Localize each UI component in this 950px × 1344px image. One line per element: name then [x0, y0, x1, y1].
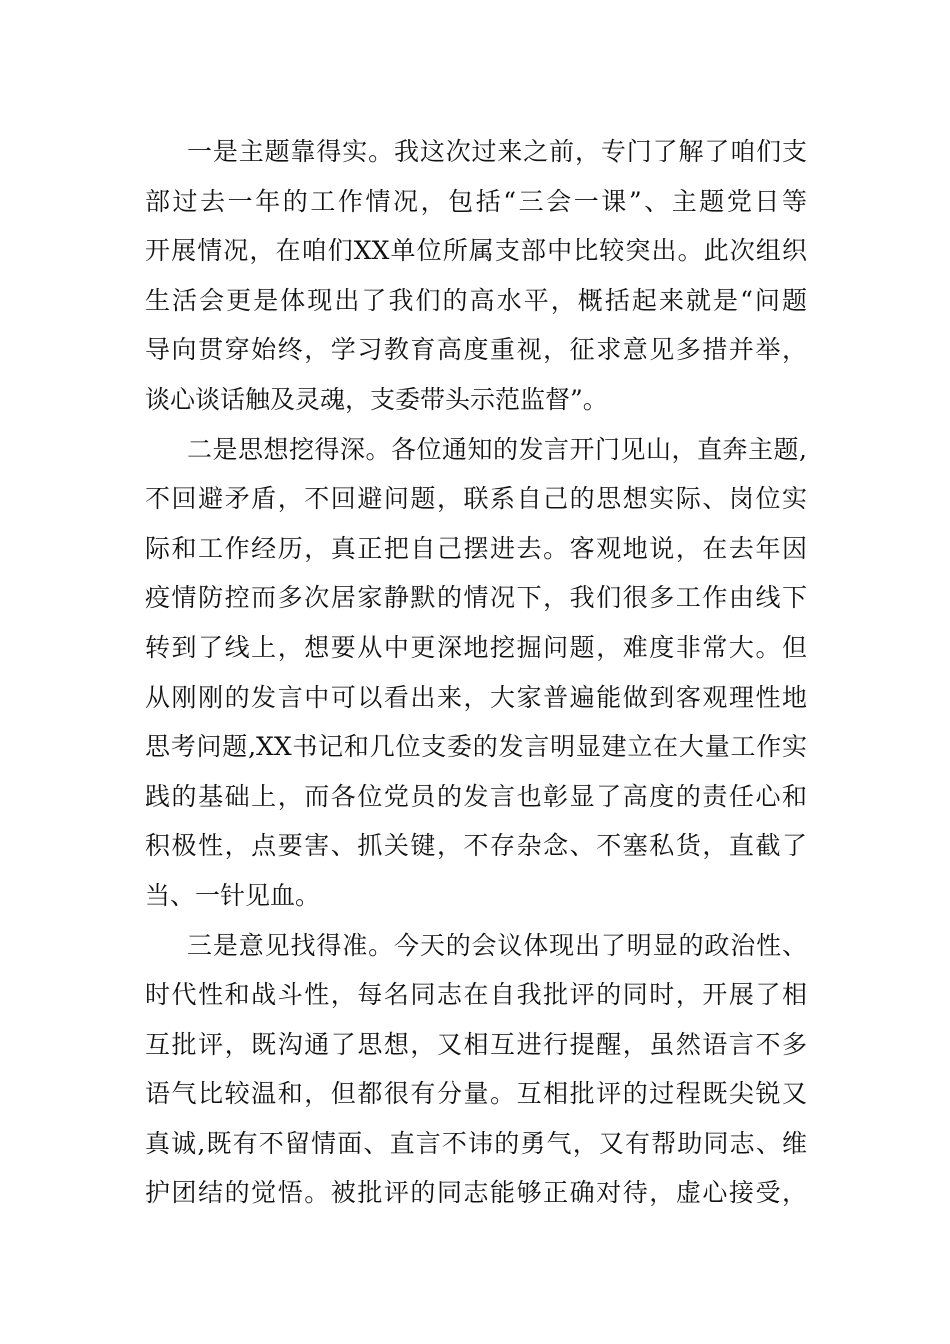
text-line: 互批评，既沟通了思想，又相互进行提醒，虽然语言不多	[145, 1029, 807, 1059]
text-line: 部过去一年的工作情况，包括“三会一课”、主题党日等	[145, 186, 807, 216]
paragraph-1	[145, 127, 807, 425]
text-line: 语气比较温和，但都很有分量。互相批评的过程既尖锐又	[145, 1079, 807, 1109]
paragraph-2	[145, 425, 807, 921]
text-line: 际和工作经历，真正把自己摆进去。客观地说，在去年因	[145, 533, 807, 563]
text-line: 转到了线上，想要从中更深地挖掘问题，难度非常大。但	[145, 632, 807, 662]
paragraph-3	[145, 921, 807, 1219]
text-line: 三是意见找得准。今天的会议体现出了明显的政治性、	[187, 930, 807, 960]
text-line: 时代性和战斗性，每名同志在自我批评的同时，开展了相	[145, 980, 807, 1010]
text-line: 生活会更是体现出了我们的高水平，概括起来就是“问题	[145, 285, 807, 315]
text-line: 思考问题,XX书记和几位支委的发言明显建立在大量工作实	[145, 732, 807, 762]
document-body	[145, 127, 807, 1218]
text-line: 二是思想挖得深。各位通知的发言开门见山，直奔主题,	[187, 434, 807, 464]
text-line: 践的基础上，而各位党员的发言也彰显了高度的责任心和	[145, 781, 807, 811]
text-line: 一是主题靠得实。我这次过来之前，专门了解了咱们支	[187, 137, 807, 166]
text-line: 谈心谈话触及灵魂，支委带头示范监督”。	[145, 384, 608, 414]
text-line: 导向贯穿始终，学习教育高度重视，征求意见多措并举，	[145, 335, 807, 365]
text-line: 开展情况，在咱们XX单位所属支部中比较突出。此次组织	[145, 236, 807, 266]
text-line: 当、一针见血。	[145, 880, 321, 910]
text-line: 不回避矛盾，不回避问题，联系自己的思想实际、岗位实	[145, 484, 807, 514]
text-line: 护团结的觉悟。被批评的同志能够正确对待，虚心接受，	[145, 1178, 807, 1208]
text-line: 疫情防控而多次居家静默的情况下，我们很多工作由线下	[145, 583, 807, 613]
text-line: 从刚刚的发言中可以看出来，大家普遍能做到客观理性地	[145, 682, 807, 712]
text-line: 真诚,既有不留情面、直言不讳的勇气，又有帮助同志、维	[145, 1128, 807, 1158]
text-line: 积极性，点要害、抓关键，不存杂念、不塞私货，直截了	[145, 831, 807, 861]
